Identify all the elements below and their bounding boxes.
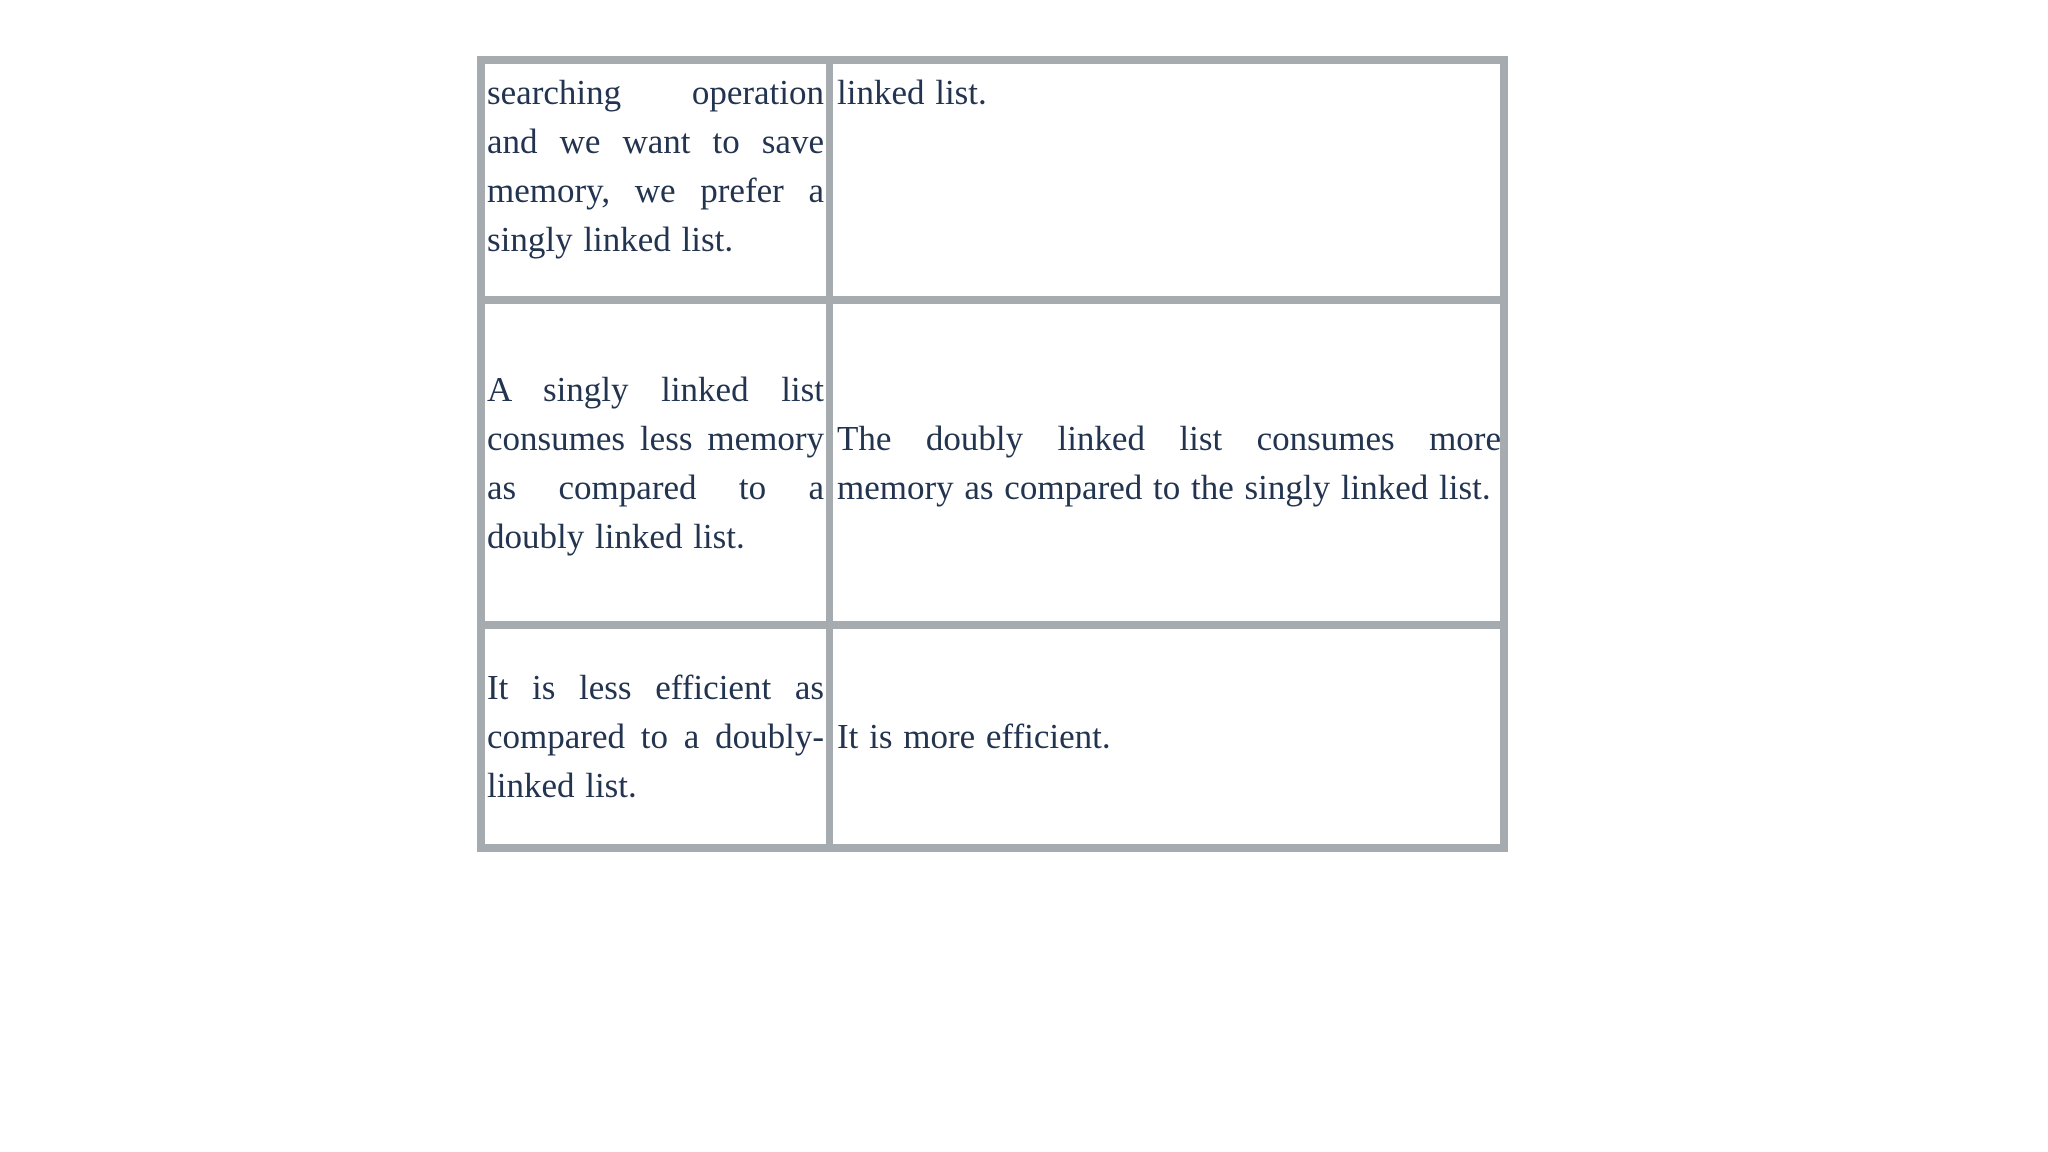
cell-text: searching operation and we want to save memory, we prefer a singly linked list.: [487, 73, 824, 259]
table-cell-singly: [487, 304, 824, 621]
table-cell-singly: [487, 64, 824, 296]
cell-text: It is more efficient.: [837, 717, 1111, 756]
row-divider: [485, 621, 1500, 629]
cell-text: It is less efficient as compared to a doubly-linked list.: [487, 668, 824, 805]
cell-text: linked list.: [837, 73, 987, 112]
cell-text: The doubly linked list consumes more memory as compared to the singly linked list.: [837, 418, 1501, 507]
table-cell-doubly: [837, 629, 1501, 844]
table-cell-singly: [487, 629, 824, 844]
table-row: [485, 629, 1500, 844]
table-row: [485, 304, 1500, 621]
table-cell-doubly: [837, 64, 1501, 296]
comparison-table: [477, 56, 1508, 852]
table-row: [485, 64, 1500, 296]
row-divider: [485, 296, 1500, 304]
table-cell-doubly: [837, 304, 1501, 621]
cell-text: A singly linked list consumes less memory as compared to a doubly linked list.: [487, 369, 824, 556]
